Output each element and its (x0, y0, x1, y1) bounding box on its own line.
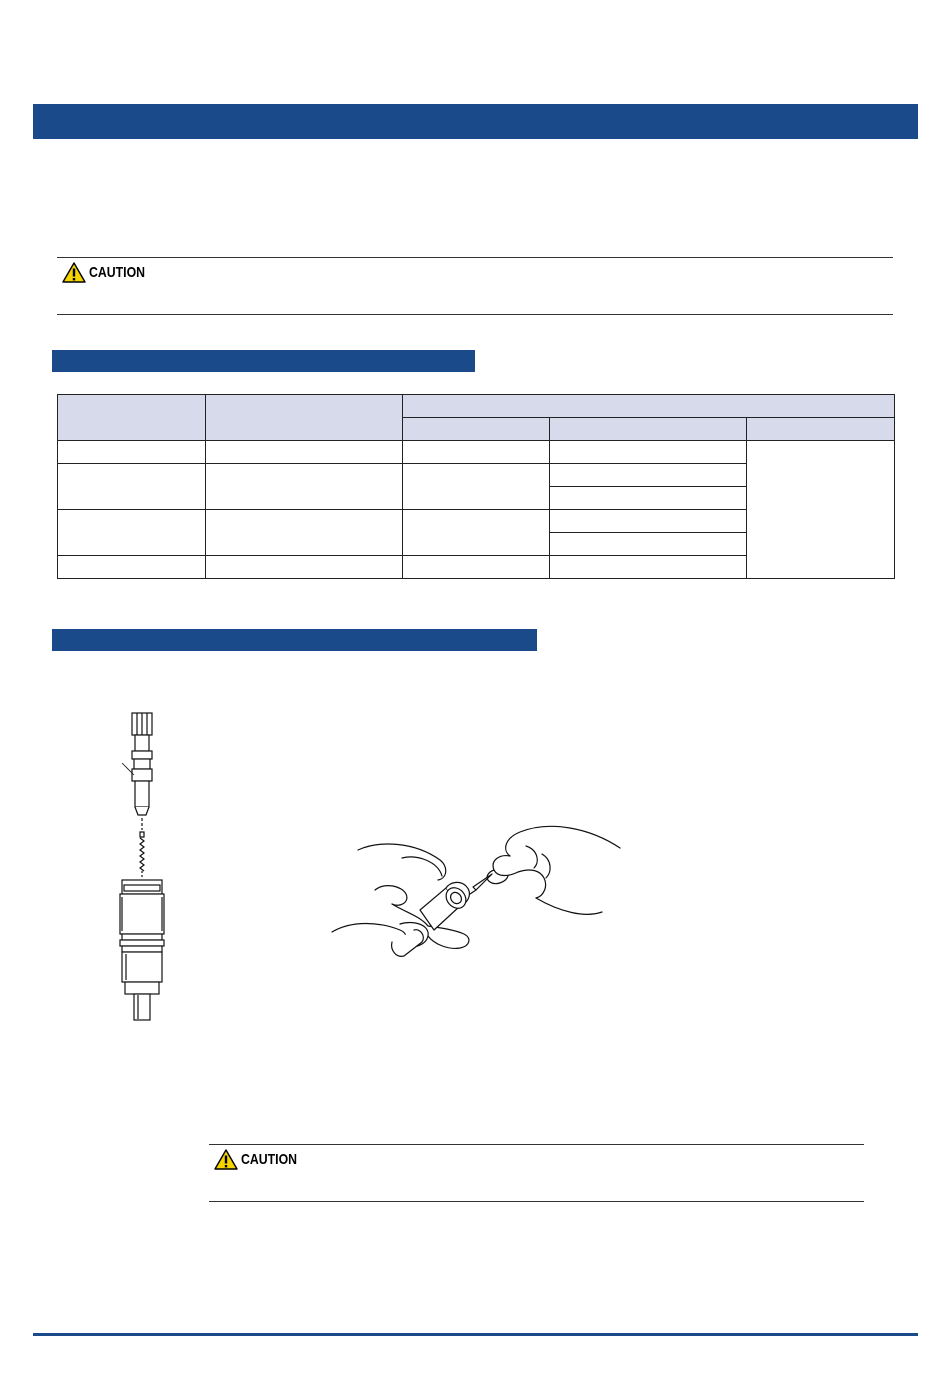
caution-top-rule (57, 257, 893, 258)
caution-label: CAUTION (89, 264, 146, 281)
table-header-cell (747, 418, 895, 441)
table-header-cell (403, 418, 550, 441)
section-heading-bar-1 (52, 350, 475, 372)
table-header-cell (58, 395, 206, 441)
footer-rule (33, 1333, 918, 1336)
table-cell (550, 464, 747, 487)
page-title-bar (33, 104, 918, 139)
caution-label: CAUTION (241, 1151, 298, 1168)
table-cell (206, 510, 403, 556)
warning-triangle-icon (62, 262, 86, 283)
table-cell (58, 510, 206, 556)
table-cell (550, 533, 747, 556)
table-header-cell (403, 395, 895, 418)
warning-triangle-icon (214, 1149, 238, 1170)
table-cell (403, 510, 550, 556)
table-cell (550, 510, 747, 533)
table-header-cell (206, 395, 403, 441)
table-header-cell (550, 418, 747, 441)
caution-bottom-rule (57, 314, 893, 315)
caution-bottom-rule (209, 1201, 864, 1202)
section-heading-bar-2 (52, 629, 537, 651)
table-cell (550, 556, 747, 579)
table-row (58, 441, 895, 464)
caution-top-rule (209, 1144, 864, 1145)
blade-holder-exploded-illustration (110, 705, 180, 1030)
table-cell (550, 487, 747, 510)
table-cell (550, 441, 747, 464)
table-cell (403, 441, 550, 464)
table-cell (58, 441, 206, 464)
blade-insertion-illustration (330, 820, 625, 965)
caution-2 (214, 1149, 309, 1170)
table-cell (206, 464, 403, 510)
table-cell (206, 441, 403, 464)
table-cell (206, 556, 403, 579)
table-cell (58, 464, 206, 510)
table-cell (58, 556, 206, 579)
table-cell (403, 464, 550, 510)
caution-1 (62, 262, 157, 283)
table-header-row (58, 395, 895, 418)
table-cell (403, 556, 550, 579)
table-cell (747, 441, 895, 579)
specification-table (57, 394, 895, 579)
